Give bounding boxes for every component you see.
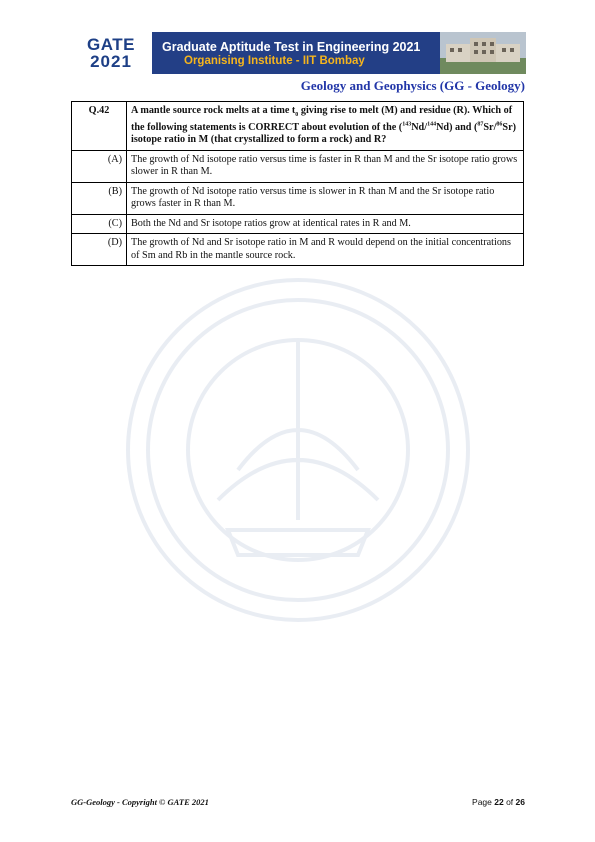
option-label: (C) xyxy=(72,214,127,234)
iit-bombay-emblem-watermark-icon xyxy=(118,270,478,630)
organising-institute: Organising Institute - IIT Bombay xyxy=(184,54,365,67)
option-row-d xyxy=(72,234,524,266)
question-stem-row xyxy=(72,102,524,151)
exam-title: Graduate Aptitude Test in Engineering 2021 xyxy=(162,39,421,54)
option-text: The growth of Nd and Sr isotope ratio in M and R would depend on the initial concentrations of Sm and Rb in the mantle source rock. xyxy=(127,234,524,266)
footer-copyright: GG-Geology - Copyright © GATE 2021 xyxy=(71,797,209,807)
option-label: (A) xyxy=(72,150,127,182)
option-row-c xyxy=(72,214,524,234)
subject-title: Geology and Geophysics (GG - Geology) xyxy=(300,78,525,93)
question-stem: A mantle source rock melts at a time $t_0$ giving rise to melt (M) and residue (R). Which of the following statements is CORRECT about evolution of the ($^{143}$Nd/$^{144}$Nd) and ($^{87}$Sr/$^{86}$Sr) isotope ratio in M (that crystallized to form a rock) and R? xyxy=(127,102,524,151)
question-table xyxy=(71,101,524,266)
question-number: Q.42 xyxy=(72,102,127,151)
logo-year-text: 2021 xyxy=(90,52,132,71)
institute-building-icon xyxy=(440,32,526,74)
logo-gate-text: GATE xyxy=(87,35,135,54)
footer-page-number: Page 22 of 26 xyxy=(472,797,525,807)
option-label: (B) xyxy=(72,182,127,214)
option-text: The growth of Nd isotope ratio versus time is slower in R than M and the Sr isotope ratio grows faster in R than M. xyxy=(127,182,524,214)
option-text: The growth of Nd isotope ratio versus time is faster in R than M and the Sr isotope ratio grows slower in R than M. xyxy=(127,150,524,182)
option-row-b xyxy=(72,182,524,214)
header-banner xyxy=(70,32,526,74)
gate-logo xyxy=(70,32,152,74)
option-row-a xyxy=(72,150,524,182)
option-text: Both the Nd and Sr isotope ratios grow at identical rates in R and M. xyxy=(127,214,524,234)
option-label: (D) xyxy=(72,234,127,266)
